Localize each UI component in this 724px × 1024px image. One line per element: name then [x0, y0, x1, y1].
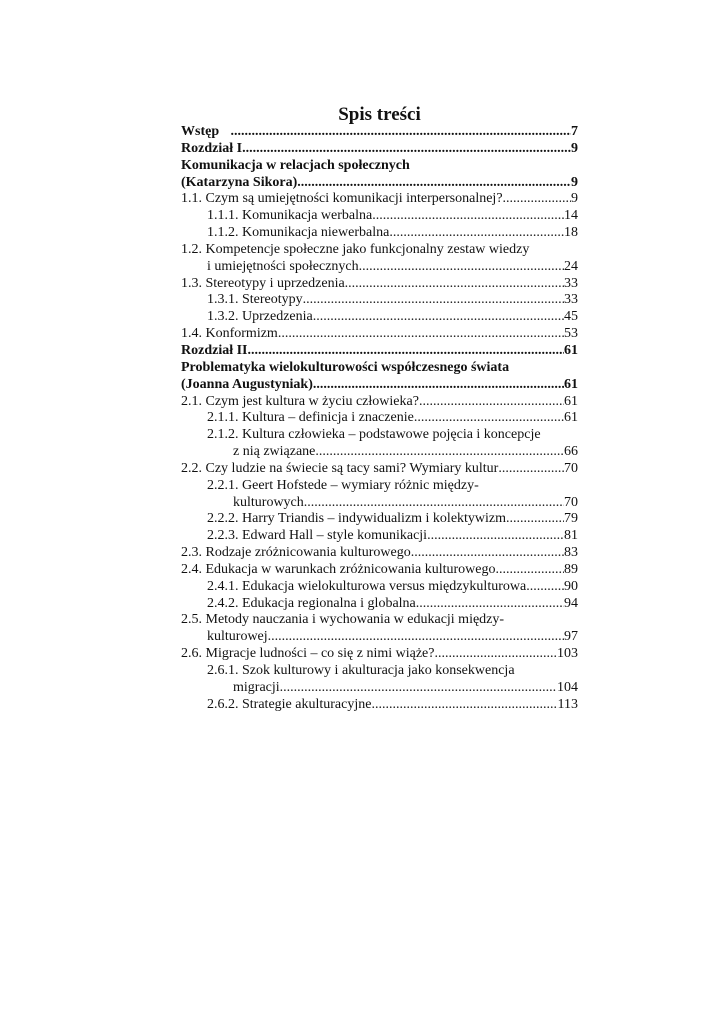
- toc-leader-dots: [230, 124, 571, 141]
- toc-leader-dots: [496, 562, 565, 579]
- toc-entry: [181, 680, 578, 697]
- toc-entry: [181, 444, 578, 461]
- toc-entry: [181, 141, 578, 158]
- toc-entry-text: 2.4. Edukacja w warunkach zróżnicowania kulturowego: [181, 561, 496, 577]
- toc-entry: [181, 612, 578, 629]
- toc-entry-text: kulturowych: [233, 494, 304, 510]
- toc-leader-dots: [313, 309, 564, 326]
- toc-page-number: 89: [564, 561, 578, 577]
- toc-page-number: 61: [564, 376, 578, 392]
- toc-entry: [181, 663, 578, 680]
- toc-entry-text: 1.1. Czym są umiejętności komunikacji interpersonalnej?: [181, 191, 503, 207]
- toc-page-number: 103: [557, 646, 578, 662]
- toc-leader-dots: [416, 596, 564, 613]
- toc-entry: [181, 629, 578, 646]
- toc-leader-dots: [419, 394, 564, 411]
- toc-entry: [181, 478, 578, 495]
- toc-entry: [181, 259, 578, 276]
- toc-page-number: 90: [564, 578, 578, 594]
- toc-entry: [181, 377, 578, 394]
- toc-leader-dots: [498, 461, 564, 478]
- toc-entry-text: Wstęp: [181, 124, 220, 139]
- toc-page-number: 113: [557, 696, 578, 712]
- toc-entry: [181, 562, 578, 579]
- toc-page-number: 7: [571, 124, 578, 139]
- toc-page-number: 9: [571, 174, 578, 190]
- toc-entry-text: 2.1.1. Kultura – definicja i znaczenie: [207, 410, 414, 426]
- toc-page-number: 70: [564, 460, 578, 476]
- toc-page-number: 9: [571, 140, 578, 156]
- toc-entry-text: 1.3.1. Stereotypy: [207, 292, 303, 308]
- toc-entry: [181, 343, 578, 360]
- toc-leader-dots: [248, 343, 565, 360]
- toc-entry-text: 2.1.2. Kultura człowieka – podstawowe pojęcia i koncepcje: [207, 427, 541, 443]
- toc-entry-text: (Katarzyna Sikora): [181, 174, 298, 190]
- toc-entry-text: 2.4.1. Edukacja wielokulturowa versus międzykulturowa: [207, 578, 527, 594]
- toc-leader-dots: [389, 225, 564, 242]
- toc-page-number: 79: [564, 511, 578, 527]
- toc-entry: [181, 242, 578, 259]
- toc-page-number: 18: [564, 225, 578, 241]
- toc-leader-dots: [427, 528, 564, 545]
- toc-leader-dots: [434, 646, 557, 663]
- toc-page-number: 24: [564, 258, 578, 274]
- toc-entry-text: Rozdział II: [181, 342, 248, 358]
- toc-page-number: 94: [564, 595, 578, 611]
- toc-entry: [181, 461, 578, 478]
- toc-entry-text: 2.3. Rodzaje zróżnicowania kulturowego: [181, 545, 411, 561]
- toc-page-number: 45: [564, 309, 578, 325]
- toc-leader-dots: [372, 208, 564, 225]
- toc-leader-dots: [359, 259, 564, 276]
- toc-entry-text: kulturowej: [207, 629, 268, 645]
- toc-leader-dots: [315, 444, 564, 461]
- toc-entry: [181, 646, 578, 663]
- toc-page-number: 61: [564, 342, 578, 358]
- toc-entry-text: 2.4.2. Edukacja regionalna i globalna: [207, 595, 416, 611]
- toc-entry: [181, 309, 578, 326]
- toc-entry-text: 2.6. Migracje ludności – co się z nimi wiąże?: [181, 646, 435, 662]
- toc-leader-dots: [304, 495, 564, 512]
- toc-entry: [181, 225, 578, 242]
- toc-leader-dots: [268, 629, 564, 646]
- toc-entry-text: Rozdział I: [181, 140, 243, 156]
- toc-entry: [181, 495, 578, 512]
- toc-entry-text: migracji: [233, 679, 280, 695]
- toc-entry-text: 2.2. Czy ludzie na świecie są tacy sami? Wymiary kultur: [181, 460, 499, 476]
- toc-entry: [181, 158, 578, 175]
- toc-page-number: 14: [564, 208, 578, 224]
- toc-entry-text: 2.6.1. Szok kulturowy i akulturacja jako konsekwencja: [207, 663, 515, 678]
- toc-entry-text: 2.1. Czym jest kultura w życiu człowieka?: [181, 393, 419, 409]
- page-title: Spis treści: [338, 104, 421, 125]
- toc-page-number: 33: [564, 275, 578, 291]
- toc-entry-text: 2.2.3. Edward Hall – style komunikacji: [207, 528, 428, 544]
- toc-entry: [181, 410, 578, 427]
- toc-page-number: 53: [564, 326, 578, 342]
- toc-entry: [181, 697, 578, 714]
- toc-leader-dots: [313, 377, 564, 394]
- toc-page-number: 97: [564, 629, 578, 645]
- toc-leader-dots: [371, 697, 557, 714]
- toc-page-number: 104: [557, 679, 578, 695]
- toc-entry: [181, 545, 578, 562]
- toc-entry-text: 1.1.2. Komunikacja niewerbalna: [207, 225, 390, 241]
- toc-entry: [181, 191, 578, 208]
- toc-entry-text: 1.1.1. Komunikacja werbalna: [207, 208, 373, 224]
- toc-leader-dots: [506, 511, 564, 528]
- toc-entry-text: 1.3.2. Uprzedzenia: [207, 309, 313, 325]
- toc-entry-text: 2.5. Metody nauczania i wychowania w edukacji między-: [181, 612, 505, 628]
- toc-entry-text: (Joanna Augustyniak): [181, 376, 313, 392]
- toc-leader-dots: [297, 175, 571, 192]
- toc-page-number: 81: [564, 528, 578, 544]
- toc-entry: [181, 427, 578, 444]
- toc-entry-text: z nią związane: [233, 444, 316, 460]
- toc-entry: [181, 360, 578, 377]
- toc-entry: [181, 175, 578, 192]
- toc-entry: [181, 208, 578, 225]
- toc-leader-dots: [345, 276, 564, 293]
- table-of-contents: [181, 124, 578, 714]
- toc-leader-dots: [414, 410, 564, 427]
- toc-entry-text: 1.3. Stereotypy i uprzedzenia: [181, 275, 345, 291]
- toc-leader-dots: [526, 579, 564, 596]
- toc-entry: [181, 394, 578, 411]
- toc-entry-text: 2.2.2. Harry Triandis – indywidualizm i kolektywizm: [207, 511, 507, 527]
- toc-leader-dots: [280, 680, 557, 697]
- toc-page-number: 61: [564, 393, 578, 409]
- toc-entry: [181, 326, 578, 343]
- toc-page-number: 33: [564, 292, 578, 308]
- toc-leader-dots: [503, 191, 571, 208]
- toc-entry: [181, 579, 578, 596]
- toc-entry: [181, 511, 578, 528]
- toc-leader-dots: [303, 292, 564, 309]
- toc-leader-dots: [278, 326, 564, 343]
- toc-page-number: 9: [571, 191, 578, 207]
- toc-entry-text: 1.4. Konformizm: [181, 326, 278, 342]
- toc-page-number: 61: [564, 410, 578, 426]
- toc-entry: [181, 596, 578, 613]
- toc-entry-text: 2.2.1. Geert Hofstede – wymiary różnic między-: [207, 477, 479, 493]
- toc-page-number: 70: [564, 494, 578, 510]
- toc-entry: [181, 124, 578, 141]
- toc-leader-dots: [411, 545, 564, 562]
- toc-entry: [181, 292, 578, 309]
- toc-entry: [181, 528, 578, 545]
- toc-page-number: 66: [564, 444, 578, 460]
- toc-entry-text: Komunikacja w relacjach społecznych: [181, 157, 410, 173]
- toc-entry-text: Problematyka wielokulturowości współczesnego świata: [181, 359, 510, 375]
- toc-entry-text: 2.6.2. Strategie akulturacyjne: [207, 696, 372, 712]
- toc-leader-dots: [242, 141, 571, 158]
- toc-entry-text: i umiejętności społecznych: [207, 258, 359, 274]
- toc-entry-text: 1.2. Kompetencje społeczne jako funkcjonalny zestaw wiedzy: [181, 241, 530, 257]
- toc-page-number: 83: [564, 545, 578, 561]
- toc-entry: [181, 276, 578, 293]
